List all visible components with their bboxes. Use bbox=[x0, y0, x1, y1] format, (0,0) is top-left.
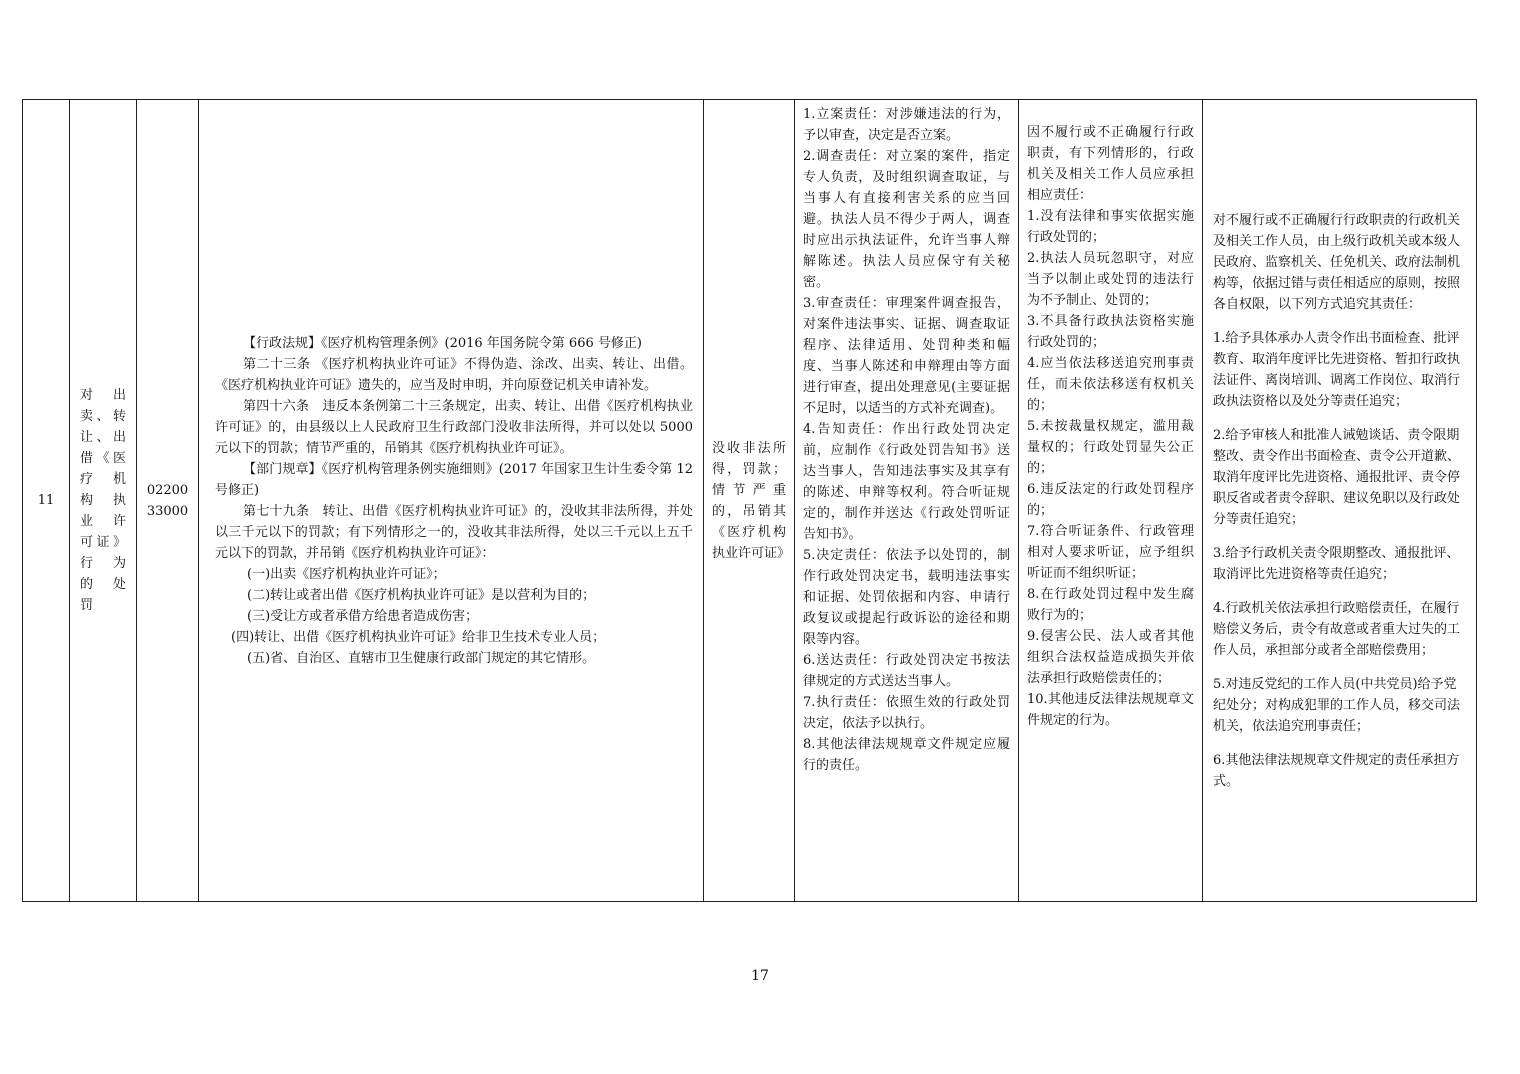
item-name-line: 对 出 bbox=[80, 388, 126, 403]
responsibility-item: 7.执行责任：依照生效的行政处罚决定，依法予以执行。 bbox=[803, 695, 1010, 731]
item-name-line: 的 处 bbox=[80, 577, 126, 592]
responsibility-cell bbox=[795, 100, 1019, 902]
liability-item: 9.侵害公民、法人或者其他组织合法权益造成损失并依法承担行政赔偿责任的； bbox=[1027, 629, 1194, 686]
item-name-cell bbox=[70, 100, 137, 902]
legal-basis-paragraph: (二)转让或者出借《医疗机构执业许可证》是以营利为目的； bbox=[247, 587, 596, 603]
legal-basis-paragraph: 第四十六条 违反本条例第二十三条规定，出卖、转让、出借《医疗机构执业许可证》的，由县级以上人民政府卫生行政部门没收非法所得，并可以处以 5000 元以下的罚款；情节严重的，吊销其《医疗机构执业许可证》。 bbox=[215, 398, 693, 456]
legal-basis-paragraph: (四)转让、出借《医疗机构执业许可证》给非卫生技术专业人员； bbox=[231, 629, 606, 645]
legal-basis-paragraph: (五)省、自治区、直辖市卫生健康行政部门规定的其它情形。 bbox=[247, 650, 596, 666]
page-number: 17 bbox=[751, 968, 769, 984]
accountability-item: 1.给予具体承办人责令作出书面检查、批评教育、取消年度评比先进资格、暂扣行政执法证件、离岗培训、调离工作岗位、取消行政执法资格以及处分等责任追究； bbox=[1213, 330, 1461, 409]
responsibility-item: 3.审查责任：审理案件调查报告，对案件违法事实、证据、调查取证程序、法律适用、处罚种类和幅度、当事人陈述和申辩理由等方面进行审查，提出处理意见(主要证据不足时，以适当的方式补充调查)。 bbox=[803, 296, 1010, 416]
punishment-text: 没收非法所得，罚款；情节严重的，吊销其《医疗机构执业许可证》 bbox=[712, 440, 791, 561]
accountability-item: 5.对违反党纪的工作人员(中共党员)给予党纪处分；对构成犯罪的工作人员，移交司法机关，依法追究刑事责任； bbox=[1213, 676, 1461, 734]
item-code-line: 02200 bbox=[146, 482, 189, 498]
accountability-item: 对不履行或不正确履行行政职责的行政机关及相关工作人员，由上级行政机关或本级人民政府、监察机关、任免机关、政府法制机构等，依据过错与责任相适应的原则，按照各自权限，以下列方式追究其责任： bbox=[1213, 212, 1461, 312]
responsibility-item: 5.决定责任：依法予以处罚的，制作行政处罚决定书，载明违法事实和证据、处罚依据和内容、申请行政复议或提起行政诉讼的途径和期限等内容。 bbox=[803, 548, 1010, 647]
legal-basis-cell bbox=[199, 100, 704, 902]
item-name-line: 业 许 bbox=[80, 514, 126, 529]
legal-basis-paragraph: 【行政法规】《医疗机构管理条例》(2016 年国务院令第 666 号修正) bbox=[243, 335, 642, 351]
responsibility-item: 6.送达责任：行政处罚决定书按法律规定的方式送达当事人。 bbox=[803, 653, 1010, 689]
responsibility-item: 4.告知责任：作出行政处罚决定前，应制作《行政处罚告知书》送达当事人，告知违法事实及其享有的陈述、申辩等权利。符合听证规定的，制作并送达《行政处罚听证告知书》。 bbox=[803, 422, 1010, 542]
legal-basis-paragraph: 第七十九条 转让、出借《医疗机构执业许可证》的，没收其非法所得，并处以三千元以下的罚款；有下列情形之一的，没收其非法所得，处以三千元以上五千元以下的罚款，并吊销《医疗机构执业许可证》： bbox=[215, 503, 693, 561]
legal-basis bbox=[215, 333, 693, 669]
accountability-item: 3.给予行政机关责令限期整改、通报批评、取消评比先进资格等责任追究； bbox=[1213, 545, 1460, 582]
responsibility-item: 1.立案责任：对涉嫌违法的行为，予以审查，决定是否立案。 bbox=[803, 107, 1010, 143]
legal-basis-paragraph: 【部门规章】《医疗机构管理条例实施细则》(2017 年国家卫生计生委令第 12 号修正) bbox=[215, 461, 693, 498]
row-number: 11 bbox=[23, 100, 70, 902]
liability-item: 4.应当依法移送追究刑事责任，而未依法移送有权机关的； bbox=[1027, 356, 1194, 413]
punishment-cell bbox=[704, 100, 795, 902]
accountability-cell bbox=[1203, 100, 1477, 902]
responsibility-item: 2.调查责任：对立案的案件，指定专人负责，及时组织调查取证，与当事人有直接利害关系的应当回避。执法人员不得少于两人，调查时应出示执法证件，允许当事人辩解陈述。执法人员应保守有关秘密。 bbox=[803, 149, 1010, 290]
liability-item: 10.其他违反法律法规规章文件规定的行为。 bbox=[1027, 692, 1194, 728]
liability-item: 2.执法人员玩忽职守，对应当予以制止或处罚的违法行为不予制止、处罚的； bbox=[1027, 251, 1194, 308]
item-name-line: 可证》 bbox=[80, 535, 126, 550]
item-name-line: 借《医 bbox=[80, 451, 126, 466]
legal-basis-paragraph: (一)出卖《医疗机构执业许可证》； bbox=[247, 566, 446, 582]
power-list-table bbox=[22, 99, 1477, 902]
legal-basis-paragraph: 第二十三条 《医疗机构执业许可证》不得伪造、涂改、出卖、转让、出借。《医疗机构执业许可证》遗失的，应当及时申明，并向原登记机关申请补发。 bbox=[215, 356, 693, 393]
item-name-line: 疗 机 bbox=[80, 472, 126, 487]
item-code-cell bbox=[137, 100, 199, 902]
liability-cell bbox=[1019, 100, 1203, 902]
liability-item: 5.未按裁量权规定，滥用裁量权的；行政处罚显失公正的； bbox=[1027, 419, 1194, 476]
item-name-line: 构 执 bbox=[80, 493, 126, 508]
item-name-line: 罚 bbox=[80, 598, 94, 613]
item-name-line: 让、出 bbox=[80, 430, 126, 445]
liability-item: 1.没有法律和事实依据实施行政处罚的； bbox=[1027, 209, 1194, 245]
accountability-list bbox=[1213, 210, 1468, 792]
accountability-item: 4.行政机关依法承担行政赔偿责任，在履行赔偿义务后，责令有故意或者重大过失的工作人员，承担部分或者全部赔偿费用； bbox=[1213, 600, 1461, 658]
table-row bbox=[23, 100, 1477, 902]
liability-list bbox=[1027, 206, 1194, 731]
liability-item: 3.不具备行政执法资格实施行政处罚的； bbox=[1027, 314, 1194, 350]
item-name bbox=[80, 385, 126, 616]
liability-intro: 因不履行或不正确履行行政职责，有下列情形的，行政机关及相关工作人员应承担相应责任： bbox=[1027, 125, 1194, 203]
liability-item: 8.在行政处罚过程中发生腐败行为的； bbox=[1027, 587, 1194, 623]
item-name-line: 行 为 bbox=[80, 556, 126, 571]
responsibility-list bbox=[803, 104, 1010, 776]
accountability-item: 2.给予审核人和批准人诫勉谈话、责令限期整改、责令作出书面检查、责令公开道歉、取消年度评比先进资格、通报批评、责令停职反省或者责令辞职、建议免职以及行政处分等责任追究； bbox=[1213, 427, 1461, 527]
responsibility-item: 8.其他法律法规规章文件规定应履行的责任。 bbox=[803, 737, 1010, 773]
legal-basis-paragraph: (三)受让方或者承借方给患者造成伤害； bbox=[247, 608, 479, 624]
item-code-line: 33000 bbox=[146, 503, 189, 519]
accountability-item: 6.其他法律法规规章文件规定的责任承担方式。 bbox=[1213, 752, 1460, 789]
liability-item: 7.符合听证条件、行政管理相对人要求听证，应予组织听证而不组织听证； bbox=[1027, 524, 1194, 581]
item-name-line: 卖、转 bbox=[80, 409, 126, 424]
liability-item: 6.违反法定的行政处罚程序的； bbox=[1027, 482, 1194, 518]
